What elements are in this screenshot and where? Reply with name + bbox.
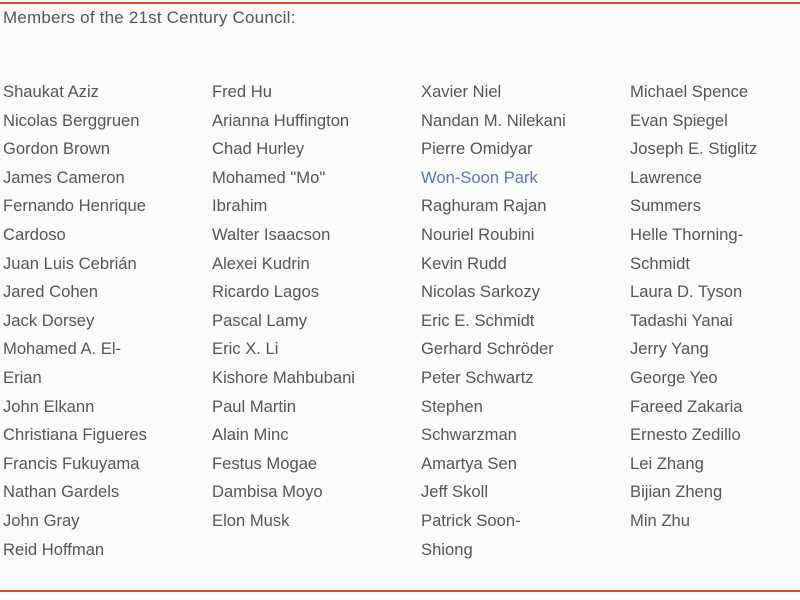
- member-name: Fred Hu: [212, 82, 272, 101]
- member-name: Kishore Mahbubani: [212, 367, 355, 387]
- member-name: Jack Dorsey: [3, 310, 95, 330]
- member-name: Fareed Zakaria: [630, 396, 743, 416]
- member-name: Bijian Zheng: [630, 482, 723, 502]
- member-name: Schwarzman: [421, 425, 517, 445]
- member-name: Elon Musk: [212, 510, 290, 530]
- member-name: Shiong: [421, 539, 473, 559]
- member-name: Xavier Niel: [421, 82, 502, 101]
- member-name: Summers: [630, 196, 701, 216]
- member-name: Alain Minc: [212, 425, 289, 445]
- member-name: Nouriel Roubini: [421, 224, 535, 244]
- member-name: Reid Hoffman: [3, 539, 105, 559]
- member-name: Walter Isaacson: [212, 224, 331, 244]
- member-name: Jeff Skoll: [421, 482, 489, 502]
- member-name: Peter Schwartz: [421, 367, 534, 387]
- member-name: James Cameron: [3, 167, 125, 187]
- member-name: Eric E. Schmidt: [421, 310, 535, 330]
- page-heading: Members of the 21st Century Council:: [3, 8, 296, 27]
- member-name: George Yeo: [630, 367, 718, 387]
- member-name: Eric X. Li: [212, 339, 279, 359]
- member-name: Nathan Gardels: [3, 482, 120, 502]
- member-name: Stephen: [421, 396, 483, 416]
- member-name: Lawrence: [630, 167, 702, 187]
- member-name: Pascal Lamy: [212, 310, 307, 330]
- member-name: Amartya Sen: [421, 453, 517, 473]
- member-name: Juan Luis Cebrián: [3, 253, 137, 273]
- member-name: Joseph E. Stiglitz: [630, 139, 758, 159]
- member-column-3: [421, 78, 621, 564]
- member-name: Ibrahim: [212, 196, 268, 216]
- member-name: Nicolas Sarkozy: [421, 282, 540, 302]
- member-name: Dambisa Moyo: [212, 482, 323, 502]
- member-name: Fernando Henrique: [3, 196, 146, 216]
- member-name: Nandan M. Nilekani: [421, 110, 566, 130]
- member-column-4: [630, 78, 800, 536]
- member-name: Festus Mogae: [212, 453, 318, 473]
- member-name: Cardoso: [3, 224, 66, 244]
- member-name: Mohamed "Mo": [212, 167, 326, 187]
- member-name: Schmidt: [630, 253, 690, 273]
- member-name: Evan Spiegel: [630, 110, 728, 130]
- member-name: Tadashi Yanai: [630, 310, 733, 330]
- member-name: Nicolas Berggruen: [3, 110, 140, 130]
- member-name: John Gray: [3, 510, 80, 530]
- member-name: Michael Spence: [630, 82, 749, 101]
- member-name: Francis Fukuyama: [3, 453, 140, 473]
- member-name: Laura D. Tyson: [630, 282, 743, 302]
- member-name: Chad Hurley: [212, 139, 305, 159]
- member-column-2: [212, 78, 412, 536]
- member-name: Min Zhu: [630, 510, 690, 530]
- member-name: Helle Thorning-: [630, 224, 744, 244]
- member-name: Alexei Kudrin: [212, 253, 310, 273]
- member-name: Christiana Figueres: [3, 425, 147, 445]
- member-link[interactable]: Won-Soon Park: [421, 167, 538, 187]
- member-name: Gordon Brown: [3, 139, 110, 159]
- member-name: Pierre Omidyar: [421, 139, 533, 159]
- member-name: Gerhard Schröder: [421, 339, 554, 359]
- member-name: Paul Martin: [212, 396, 296, 416]
- bottom-divider: [0, 590, 800, 592]
- member-name: Arianna Huffington: [212, 110, 350, 130]
- top-divider: [0, 2, 800, 4]
- member-column-1: [3, 78, 203, 564]
- member-name: Shaukat Aziz: [3, 82, 99, 101]
- member-name: Mohamed A. El-: [3, 339, 122, 359]
- member-name: Patrick Soon-: [421, 510, 521, 530]
- member-name: Raghuram Rajan: [421, 196, 547, 216]
- member-name: Jerry Yang: [630, 339, 709, 359]
- member-name: Ernesto Zedillo: [630, 425, 741, 445]
- member-name: Ricardo Lagos: [212, 282, 320, 302]
- member-name: Lei Zhang: [630, 453, 704, 473]
- member-name: Kevin Rudd: [421, 253, 507, 273]
- member-name: Erian: [3, 367, 42, 387]
- member-name: John Elkann: [3, 396, 95, 416]
- member-name: Jared Cohen: [3, 282, 99, 302]
